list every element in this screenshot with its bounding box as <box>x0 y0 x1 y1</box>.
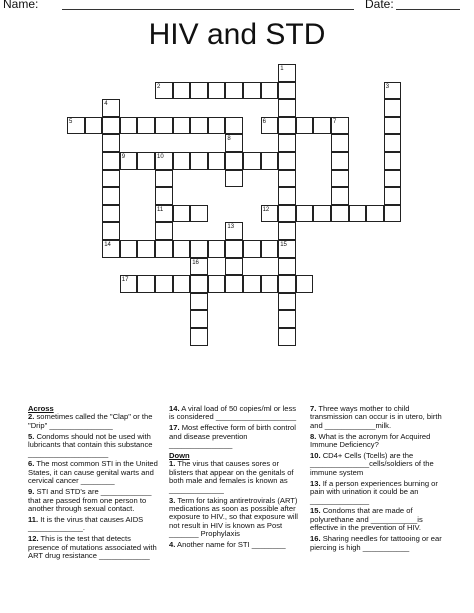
crossword-cell[interactable] <box>190 240 208 258</box>
crossword-cell[interactable] <box>208 152 226 170</box>
cell-number: 5 <box>69 118 73 125</box>
crossword-cell[interactable] <box>225 170 243 188</box>
crossword-cell[interactable] <box>331 134 349 152</box>
crossword-cell[interactable] <box>349 205 367 223</box>
cell-number: 7 <box>333 118 337 125</box>
crossword-cell[interactable] <box>190 275 208 293</box>
crossword-cell[interactable] <box>243 82 261 100</box>
crossword-cell[interactable] <box>173 152 191 170</box>
crossword-cell[interactable] <box>190 152 208 170</box>
crossword-cell[interactable] <box>331 205 349 223</box>
crossword-cell[interactable] <box>155 275 173 293</box>
clues-column-1 <box>28 405 161 563</box>
crossword-cell[interactable] <box>261 82 279 100</box>
clue-across-14: 14. A viral load of 50 copies/ml or less is considered ___________________ <box>169 404 297 422</box>
crossword-cell[interactable] <box>278 117 296 135</box>
cell-number: 2 <box>157 83 161 90</box>
cell-number: 9 <box>121 154 126 160</box>
crossword-cell[interactable] <box>137 152 155 170</box>
clue-down-15: 15. Condoms that are made of polyurethane and ___________is effective in the prevention of HIV. <box>310 506 423 533</box>
crossword-cell[interactable] <box>384 117 402 135</box>
crossword-cell[interactable] <box>261 275 279 293</box>
clue-across-2: 2. sometimes called the "Clap" or the "Drip" _______________ <box>28 412 153 430</box>
clue-down-16: 16. Sharing needles for tattooing or ear piercing is high ___________ <box>310 534 442 552</box>
crossword-cell[interactable] <box>155 187 173 205</box>
crossword-cell[interactable] <box>313 117 331 135</box>
crossword-cell[interactable] <box>102 134 120 152</box>
crossword-cell[interactable] <box>384 99 402 117</box>
crossword-cell[interactable] <box>278 170 296 188</box>
crossword-cell[interactable] <box>278 310 296 328</box>
clue-down-10: 10. CD4+ Cells (Tcells) are the ______________cells/soldiers of the immune system <box>310 451 434 477</box>
cell-number: 8 <box>227 136 231 143</box>
crossword-cell[interactable] <box>190 205 208 223</box>
across-heading: Across <box>28 404 54 413</box>
cell-number: 6 <box>262 118 266 125</box>
cell-number: 13 <box>227 224 235 231</box>
crossword-cell[interactable] <box>261 152 279 170</box>
crossword-cell[interactable] <box>278 275 296 293</box>
crossword-cell[interactable] <box>190 117 208 135</box>
cell-number: 11 <box>157 206 164 213</box>
crossword-cell[interactable] <box>331 152 349 170</box>
crossword-cell[interactable] <box>155 170 173 188</box>
name-label: Name: <box>3 0 39 11</box>
clue-down-3: 3. Term for taking antiretrovirals (ART) medications as soon as possible after exposure to HIV., so that exposure will not result in HIV is known as Post _______ Prophylaxis <box>169 495 298 539</box>
crossword-cell[interactable] <box>278 328 296 346</box>
crossword-cell[interactable] <box>173 117 191 135</box>
crossword-cell[interactable] <box>173 82 191 100</box>
crossword-cell[interactable] <box>137 275 155 293</box>
crossword-cell[interactable] <box>102 222 120 240</box>
clues-column-3 <box>310 405 443 555</box>
clue-across-11: 11. It is the virus that causes AIDS _____________. <box>28 514 144 533</box>
clue-down-13: 13. If a person experiences burning or pain with urination it could be an ______________ <box>310 478 438 505</box>
crossword-cell[interactable] <box>278 82 296 100</box>
crossword-cell[interactable] <box>225 275 243 293</box>
date-label: Date: <box>365 0 394 11</box>
crossword-cell[interactable] <box>313 205 331 223</box>
crossword-cell[interactable] <box>384 152 402 170</box>
crossword-cell[interactable] <box>384 170 402 188</box>
crossword-cell[interactable] <box>190 82 208 100</box>
crossword-cell[interactable] <box>102 117 120 135</box>
clues-section <box>28 405 452 610</box>
crossword-cell[interactable] <box>243 152 261 170</box>
crossword-cell[interactable] <box>155 240 173 258</box>
clues-column-2 <box>169 405 302 552</box>
crossword-cell[interactable] <box>208 82 226 100</box>
crossword-cell[interactable] <box>243 240 261 258</box>
clue-across-6: 6. The most common STI in the United States, it can cause genital warts and cervical cancer ________ <box>28 459 158 486</box>
crossword-cell[interactable] <box>331 170 349 188</box>
cell-number: 14 <box>104 242 111 248</box>
clue-down-1: 1. The virus that causes sores or blisters that appear on the genitals of both male and females is known as _____________ <box>169 459 294 494</box>
cell-number: 3 <box>385 83 390 90</box>
crossword-cell[interactable] <box>278 205 296 223</box>
crossword-cell[interactable] <box>102 205 120 223</box>
cell-number: 12 <box>262 206 270 213</box>
crossword-cell[interactable] <box>208 240 226 258</box>
crossword-cell[interactable] <box>225 240 243 258</box>
cell-number: 10 <box>157 154 164 160</box>
crossword-cell[interactable] <box>225 117 243 135</box>
crossword-cell[interactable] <box>243 275 261 293</box>
cell-number: 17 <box>121 277 129 284</box>
cell-number: 16 <box>192 259 199 266</box>
crossword-cell[interactable] <box>278 152 296 170</box>
clue-across-5: 5. Condoms should not be used with lubricants that contain this substance ___________________ <box>28 431 153 458</box>
crossword-cell[interactable] <box>278 134 296 152</box>
crossword-cell[interactable] <box>102 170 120 188</box>
crossword-cell[interactable] <box>261 240 279 258</box>
crossword-cell[interactable] <box>296 205 314 223</box>
crossword-cell[interactable] <box>384 187 402 205</box>
crossword-cell[interactable] <box>384 205 402 223</box>
crossword-cell[interactable] <box>120 240 138 258</box>
crossword-cell[interactable] <box>278 187 296 205</box>
crossword-cell[interactable] <box>278 258 296 276</box>
crossword-cell[interactable] <box>190 310 208 328</box>
crossword-cell[interactable] <box>278 99 296 117</box>
crossword-cell[interactable] <box>102 152 120 170</box>
cell-number: 4 <box>104 101 108 108</box>
crossword-cell[interactable] <box>366 205 384 223</box>
crossword-cell[interactable] <box>120 117 138 135</box>
crossword-cell[interactable] <box>225 258 243 276</box>
crossword-cell[interactable] <box>155 222 173 240</box>
crossword-cell[interactable] <box>173 205 191 223</box>
clue-across-12: 12. This is the test that detects presence of mutations associated with ART drug resistance ____________ <box>28 534 157 560</box>
clue-across-17: 17. Most effective form of birth control and disease prevention _______________ <box>169 423 296 450</box>
cell-number: 15 <box>280 242 287 248</box>
crossword-cell[interactable] <box>296 117 314 135</box>
crossword-cell[interactable] <box>173 275 191 293</box>
down-heading: Down <box>169 451 190 461</box>
crossword-cell[interactable] <box>85 117 103 135</box>
clue-down-8: 8. What is the acronym for Acquired Immune Deficiency? <box>310 431 431 450</box>
crossword-cell[interactable] <box>137 117 155 135</box>
crossword-cell[interactable] <box>331 187 349 205</box>
crossword-cell[interactable] <box>137 240 155 258</box>
crossword-cell[interactable] <box>208 117 226 135</box>
page-title: HIV and STD <box>148 18 326 51</box>
crossword-cell[interactable] <box>225 152 243 170</box>
crossword-cell[interactable] <box>278 222 296 240</box>
crossword-cell[interactable] <box>278 293 296 311</box>
crossword-cell[interactable] <box>225 82 243 100</box>
clue-down-4: 4. Another name for STI ________ <box>169 540 286 550</box>
crossword-cell[interactable] <box>190 328 208 346</box>
cell-number: 1 <box>280 66 284 72</box>
crossword-cell[interactable] <box>296 275 314 293</box>
clue-down-7: 7. Three ways mother to child transmission can occur is in utero, birth and ____________milk. <box>310 404 442 430</box>
crossword-cell[interactable] <box>208 275 226 293</box>
crossword-cell[interactable] <box>173 240 191 258</box>
crossword-cell[interactable] <box>384 134 402 152</box>
crossword-cell[interactable] <box>102 187 120 205</box>
crossword-cell[interactable] <box>155 117 173 135</box>
clue-across-9: 9. STI and STD's are ____________ that are passed from one person to another through sexual contact. <box>28 487 152 513</box>
crossword-cell[interactable] <box>190 293 208 311</box>
